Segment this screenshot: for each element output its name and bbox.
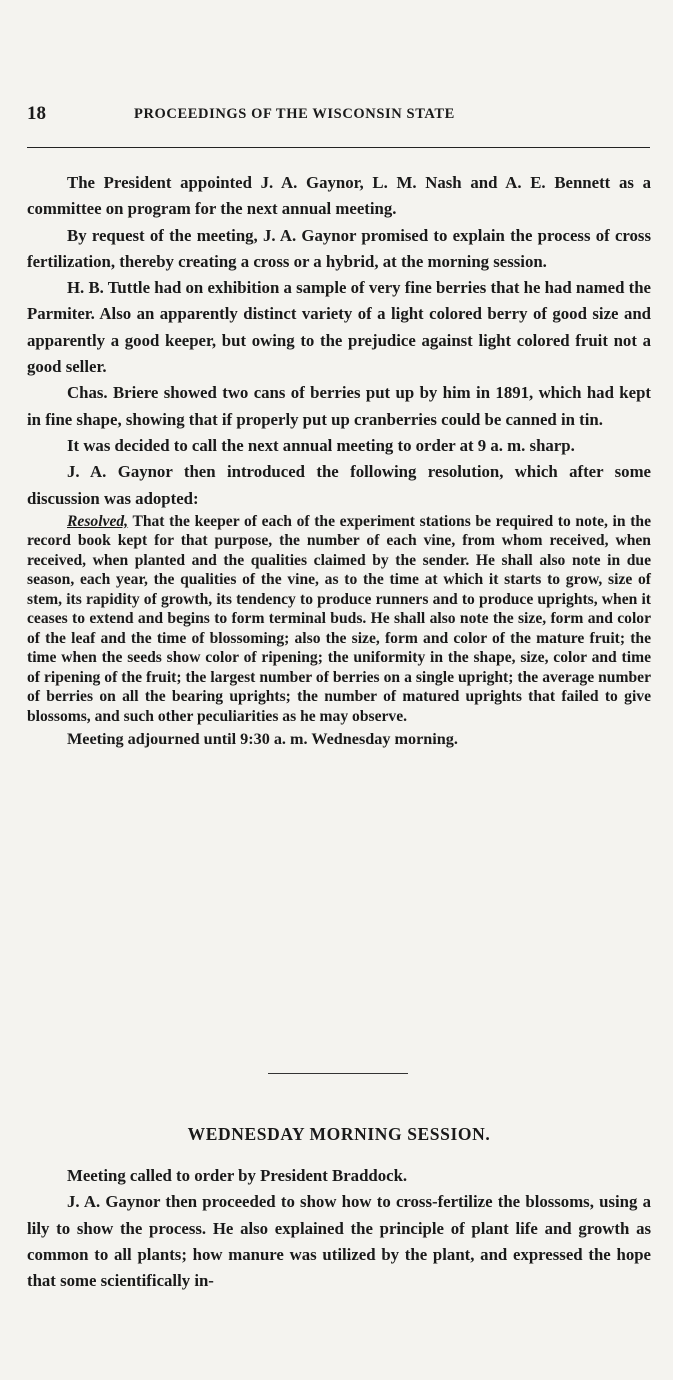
paragraph-resolution-intro: J. A. Gaynor then introduced the following resolution, which after some discussion was adopted:	[27, 462, 651, 508]
paragraph-demonstration: J. A. Gaynor then proceeded to show how to cross-fertilize the blossoms, using a lily to show the process. He also explained the principle of plant life and growth as common to all plants; how manure was utilized by the plant, and expressed the hope that some scientifically in-	[27, 1192, 651, 1291]
section-title: WEDNESDAY MORNING SESSION.	[187, 1124, 491, 1144]
paragraph-call-to-order: Meeting called to order by President Braddock.	[67, 1166, 408, 1185]
section-divider	[268, 1073, 408, 1074]
header-rule	[27, 147, 650, 148]
paragraph-cross-fertilization: By request of the meeting, J. A. Gaynor promised to explain the process of cross fertilization, thereby creating a cross or a hybrid, at the morning session.	[27, 225, 651, 271]
minutes-body	[27, 170, 651, 752]
paragraph-committee: The President appointed J. A. Gaynor, L. M. Nash and A. E. Bennett as a committee on program for the next annual meeting.	[27, 173, 651, 219]
resolution-text: That the keeper of each of the experiment stations be required to note, in the record book kept for that purpose, the number of each vine, from whom received, when received, when planted and the qualities claimed by the sender. He shall also note in due season, each year, the qualities of the vine, as to the time at which it starts to grow, size of stem, its rapidity of growth, its tendency to produce runners and to produce uprights, when it ceases to extend and begins to form terminal buds. He shall also note the size, form and color of the leaf and the time of blossoming; also the size, form and color of the mature fruit; the time when the seeds show color of ripening; the uniformity in the shape, size, color and time of ripening of the fruit; the largest number of berries on a single upright; the average number of berries on all the bearing uprights; the number of matured uprights that failed to give blossoms, and such other peculiarities as he may observe.	[27, 512, 651, 725]
paragraph-meeting-time: It was decided to call the next annual meeting to order at 9 a. m. sharp.	[67, 435, 575, 455]
page-header	[27, 103, 650, 133]
page-number: 18	[27, 103, 46, 124]
adjournment: Meeting adjourned until 9:30 a. m. Wednesday morning.	[67, 730, 458, 749]
paragraph-parmiter: H. B. Tuttle had on exhibition a sample of very fine berries that he had named the Parmiter. Also an apparently distinct variety of a light colored berry of good size and apparently a good keeper, but owing to the prejudice against light colored fruit not a good seller.	[27, 278, 651, 377]
running-head: PROCEEDINGS OF THE WISCONSIN STATE	[134, 106, 455, 122]
resolution-label: Resolved,	[67, 512, 129, 530]
paragraph-canned-berries: Chas. Briere showed two cans of berries put up by him in 1891, which had kept in fine shape, showing that if properly put up cranberries could be canned in tin.	[27, 383, 651, 429]
resolution	[27, 512, 651, 727]
session-body	[27, 1163, 651, 1294]
